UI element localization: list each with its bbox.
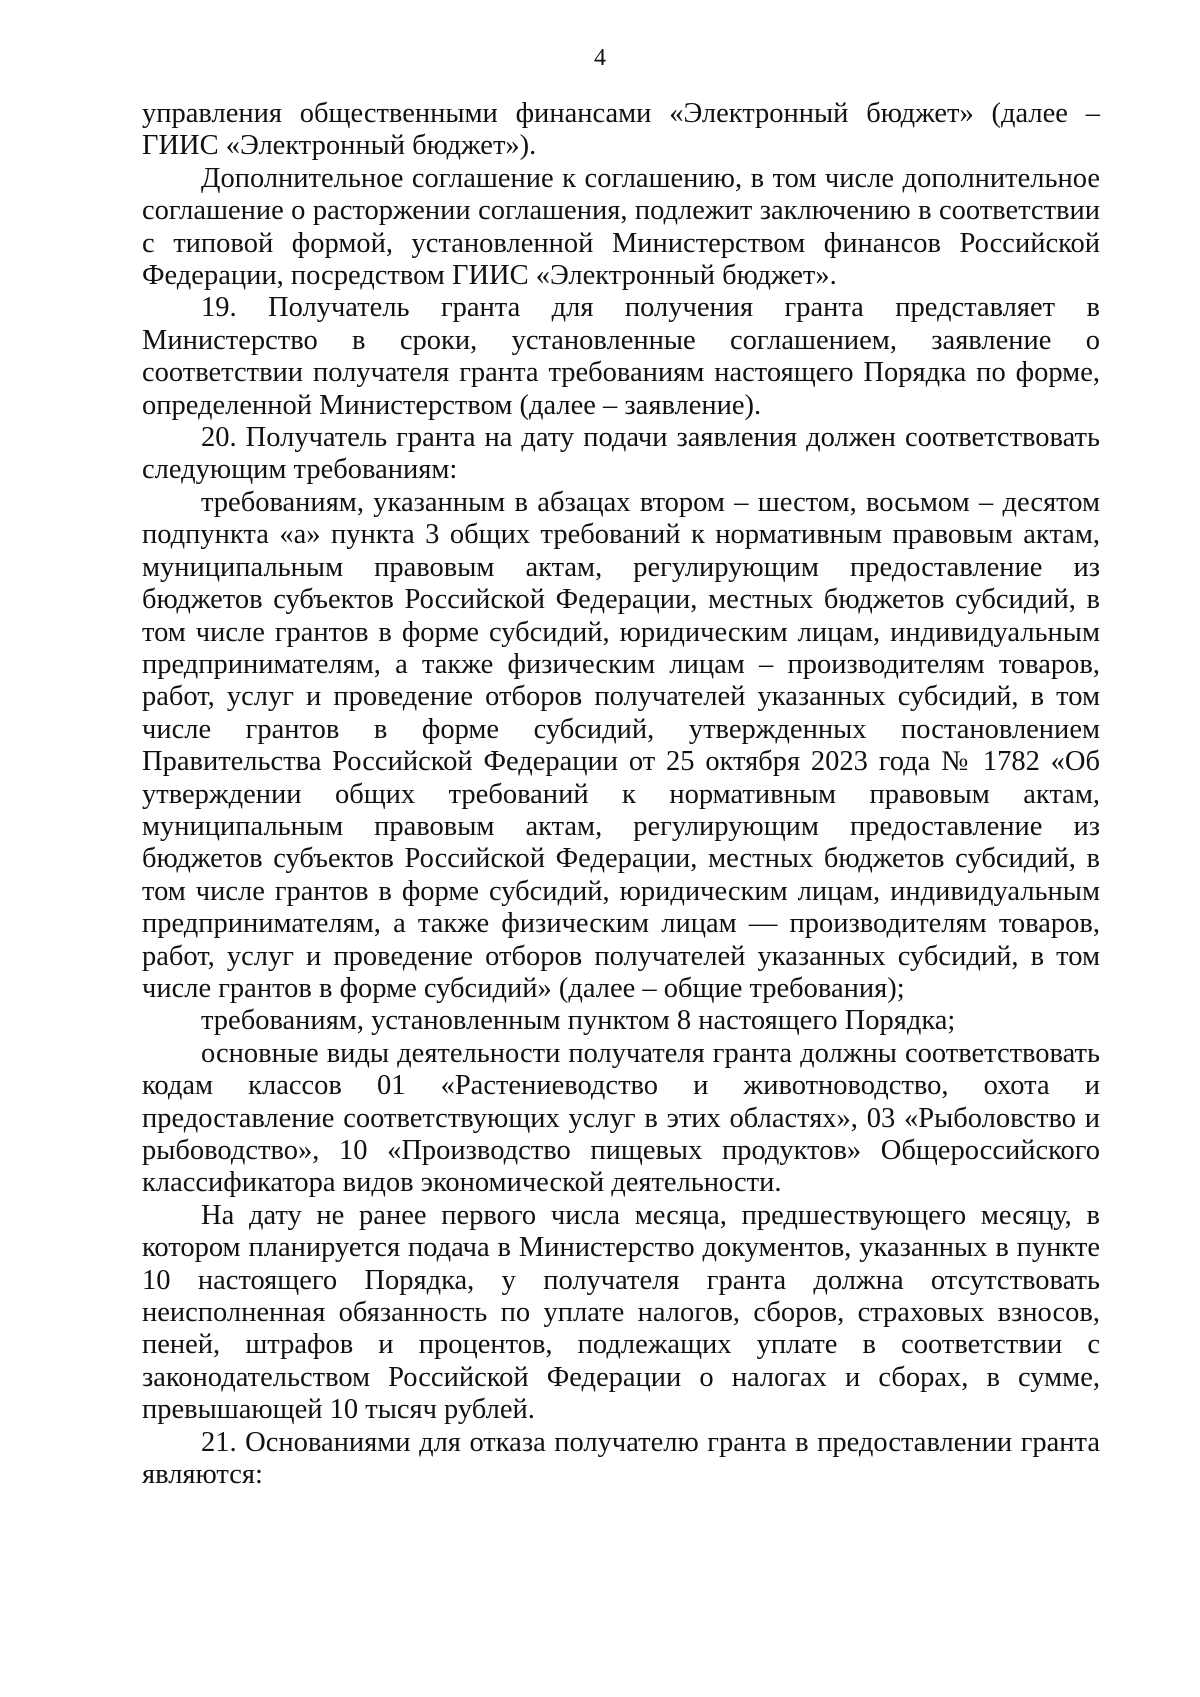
paragraph-general-requirements: требованиям, указанным в абзацах втором – шестом, восьмом – десятом подпункта «а» пункта 3 общих требований к нормативным правовым актам, муниципальным правовым актам, регулирующим предоставление из бюджетов субъектов Российской Федерации, местных бюджетов субсидий, в том числе грантов в форме субсидий, юридическим лицам, индивидуальным предпринимателям, а также физическим лицам – производителям товаров, работ, услуг и проведение отборов получателей указанных субсидий, в том числе грантов в форме субсидий, утвержденных постановлением Правительства Российской Федерации от 25 октября 2023 года № 1782 «Об утверждении общих требований к нормативным правовым актам, муниципальным правовым актам, регулирующим предоставление из бюджетов субъектов Российской Федерации, местных бюджетов субсидий, в том числе грантов в форме субсидий, юридическим лицам, индивидуальным предпринимателям, а также физическим лицам — производителям товаров, работ, услуг и проведение отборов получателей указанных субсидий, в том числе грантов в форме субсидий» (далее – общие требования); xyxy=(142,486,1100,1004)
paragraph-point-8-requirements: требованиям, установленным пунктом 8 настоящего Порядка; xyxy=(201,1005,956,1037)
paragraph-tax-obligations: На дату не ранее первого числа месяца, предшествующего месяцу, в котором планируется подача в Министерство документов, указанных в пункте 10 настоящего Порядка, у получателя гранта должна отсутствовать неисполненная обязанность по уплате налогов, сборов, страховых взносов, пеней, штрафов и процентов, подлежащих уплате в соответствии с законодательством Российской Федерации о налогах и сборах, в сумме, превышающей 10 тысяч рублей. xyxy=(142,1199,1100,1426)
paragraph-item-20: 20. Получатель гранта на дату подачи заявления должен соответствовать следующим требованиям: xyxy=(142,422,1100,486)
paragraph-giis-continuation: управления общественными финансами «Электронный бюджет» (далее – ГИИС «Электронный бюджет»). xyxy=(142,98,1100,162)
paragraph-activity-codes: основные виды деятельности получателя гранта должны соответствовать кодам классов 01 «Растениеводство и животноводство, охота и предоставление соответствующих услуг в этих областях», 03 «Рыболовство и рыбоводство», 10 «Производство пищевых продуктов» Общероссийского классификатора видов экономической деятельности. xyxy=(142,1037,1100,1199)
document-body xyxy=(142,98,1100,1491)
paragraph-additional-agreement: Дополнительное соглашение к соглашению, в том числе дополнительное соглашение о расторжении соглашения, подлежит заключению в соответствии с типовой формой, установленной Министерством финансов Российской Федерации, посредством ГИИС «Электронный бюджет». xyxy=(142,162,1100,292)
page-number: 4 xyxy=(594,45,606,71)
paragraph-item-21: 21. Основаниями для отказа получателю гранта в предоставлении гранта являются: xyxy=(142,1426,1100,1491)
paragraph-item-19: 19. Получатель гранта для получения гранта представляет в Министерство в сроки, установленные соглашением, заявление о соответствии получателя гранта требованиям настоящего Порядка по форме, определенной Министерством (далее – заявление). xyxy=(142,292,1100,421)
